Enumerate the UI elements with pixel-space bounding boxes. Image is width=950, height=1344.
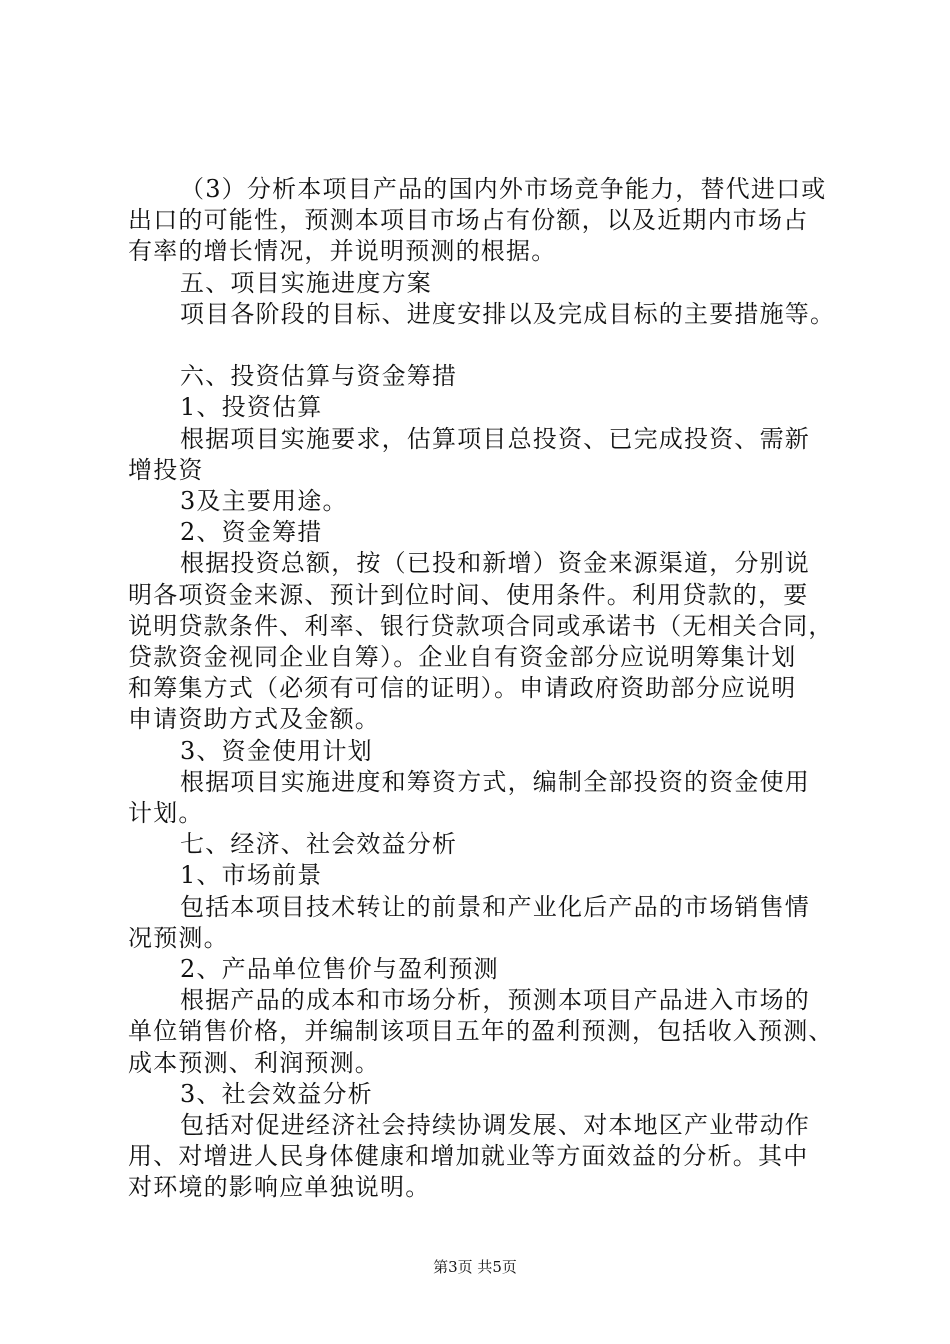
text-line: 3、资金使用计划	[180, 736, 373, 765]
text-line: 2、产品单位售价与盈利预测	[180, 955, 499, 984]
text-line: 五、项目实施进度方案	[180, 268, 432, 297]
text-line: 包括本项目技术转让的前景和产业化后产品的市场销售情	[180, 892, 810, 921]
blank-line	[128, 330, 828, 361]
text-line: （3）分析本项目产品的国内外市场竞争能力，替代进口或	[180, 175, 827, 203]
text-line: 申请资助方式及金额。	[128, 705, 380, 734]
text-line: 2、资金筹措	[180, 518, 323, 547]
text-line: 六、投资估算与资金筹措	[180, 362, 458, 391]
text-line: 根据产品的成本和市场分析，预测本项目产品进入市场的	[180, 986, 810, 1015]
text-line: 1、市场前景	[180, 861, 323, 890]
text-line: 项目各阶段的目标、进度安排以及完成目标的主要措施等。	[180, 299, 836, 328]
text-line: 根据投资总额，按（已投和新增）资金来源渠道，分别说	[180, 549, 810, 578]
text-line: 计划。	[128, 799, 204, 828]
text-line: 出口的可能性，预测本项目市场占有份额，以及近期内市场占	[128, 206, 809, 235]
document-body	[128, 174, 836, 1204]
text-line: 对环境的影响应单独说明。	[128, 1173, 431, 1202]
text-line: 3及主要用途。	[180, 487, 348, 516]
text-line: 成本预测、利润预测。	[128, 1048, 380, 1077]
text-line: 七、经济、社会效益分析	[180, 830, 458, 859]
text-line: 况预测。	[128, 923, 229, 952]
text-line: 用、对增进人民身体健康和增加就业等方面效益的分析。其中	[128, 1142, 809, 1171]
text-line: 贷款资金视同企业自筹）。企业自有资金部分应说明筹集计划	[128, 643, 797, 672]
text-line: 和筹集方式（必须有可信的证明）。申请政府资助部分应说明	[128, 674, 797, 703]
text-line: 明各项资金来源、预计到位时间、使用条件。利用贷款的，要	[128, 580, 809, 609]
text-line: 增投资	[128, 455, 204, 484]
text-line: 单位销售价格，并编制该项目五年的盈利预测，包括收入预测、	[128, 1017, 834, 1046]
text-line: 包括对促进经济社会持续协调发展、对本地区产业带动作	[180, 1111, 810, 1140]
page-footer: 第3页 共5页	[433, 1258, 517, 1276]
text-line: 根据项目实施进度和筹资方式，编制全部投资的资金使用	[180, 767, 810, 796]
text-line: 有率的增长情况，并说明预测的根据。	[128, 237, 557, 266]
text-line: 1、投资估算	[180, 393, 323, 422]
text-line: 说明贷款条件、利率、银行贷款项合同或承诺书（无相关合同，	[128, 611, 834, 640]
text-line: 3、社会效益分析	[180, 1079, 373, 1108]
text-line: 根据项目实施要求，估算项目总投资、已完成投资、需新	[180, 424, 810, 453]
